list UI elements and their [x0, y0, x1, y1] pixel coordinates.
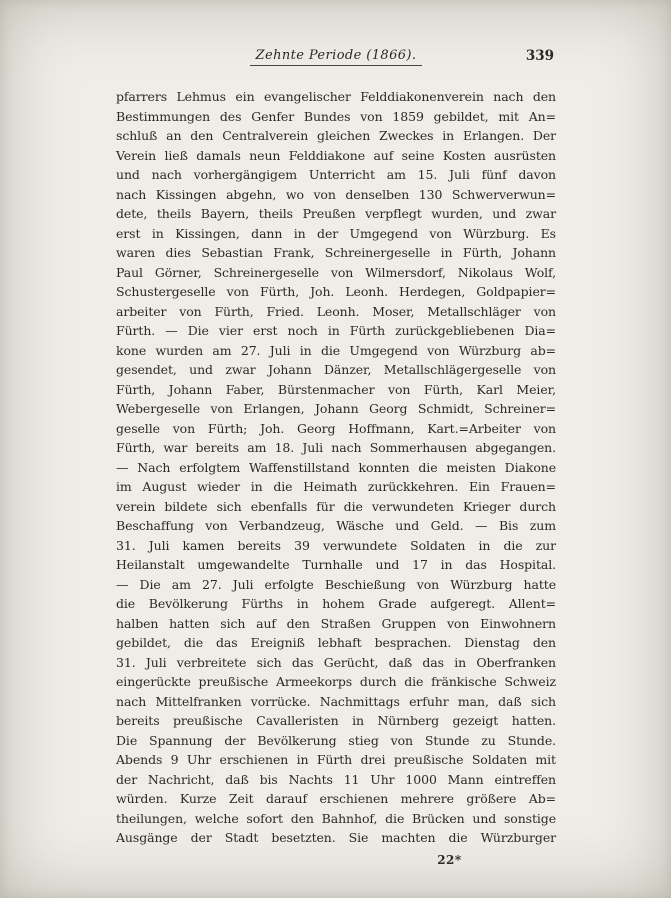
- text-line: nach Mittelfranken vorrücke. Nachmittags erfuhr man, daß sich: [116, 693, 556, 709]
- text-line: waren dies Sebastian Frank, Schreinergeselle in Fürth, Johann: [116, 245, 556, 260]
- text-line: im August wieder in die Heimath zurückkehren. Ein Frauen=: [116, 479, 556, 494]
- text-line: Bestimmungen des Genfer Bundes von 1859 gebildet, mit An=: [116, 108, 556, 124]
- text-line: halben hatten sich auf den Straßen Gruppen von Einwohnern: [116, 615, 556, 631]
- text-line: und nach vorhergängigem Unterricht am 15. Juli fünf davon: [116, 167, 556, 182]
- text-line: Fürth, Johann Faber, Bürstenmacher von Fürth, Karl Meier,: [116, 381, 556, 397]
- text-line: Schustergeselle von Fürth, Joh. Leonh. Herdegen, Goldpapier=: [116, 284, 556, 299]
- text-line: Die Spannung der Bevölkerung stieg von Stunde zu Stunde.: [116, 732, 556, 748]
- text-line: erst in Kissingen, dann in der Umgegend von Würzburg. Es: [116, 225, 556, 241]
- text-line: verein bildete sich ebenfalls für die verwundeten Krieger durch: [116, 498, 556, 514]
- text-line: der Nachricht, daß bis Nachts 11 Uhr 1000 Mann eintreffen: [116, 771, 556, 787]
- text-line: 31. Juli kamen bereits 39 verwundete Soldaten in die zur: [116, 537, 556, 553]
- signature-mark: 22*: [437, 852, 462, 867]
- text-line: Beschaffung von Verbandzeug, Wäsche und Geld. — Bis zum: [116, 518, 556, 533]
- text-line: Webergeselle von Erlangen, Johann Georg Schmidt, Schreiner=: [116, 401, 556, 416]
- text-line: würden. Kurze Zeit darauf erschienen mehrere größere Ab=: [116, 791, 556, 806]
- text-line: theilungen, welche sofort den Bahnhof, die Brücken und sonstige: [116, 810, 556, 826]
- text-line: Abends 9 Uhr erschienen in Fürth drei preußische Soldaten mit: [116, 752, 556, 767]
- text-line: Fürth. — Die vier erst noch in Fürth zurückgebliebenen Dia=: [116, 323, 556, 338]
- text-line: Paul Görner, Schreinergeselle von Wilmersdorf, Nikolaus Wolf,: [116, 264, 556, 280]
- body-text: [116, 87, 556, 848]
- text-line: pfarrers Lehmus ein evangelischer Felddiakonenverein nach den: [116, 89, 556, 104]
- text-line: schluß an den Centralverein gleichen Zweckes in Erlangen. Der: [116, 128, 556, 143]
- text-line: Ausgänge der Stadt besetzten. Sie machten die Würzburger: [116, 830, 556, 845]
- text-line: eingerückte preußische Armeekorps durch die fränkische Schweiz: [116, 674, 556, 689]
- text-line: bereits preußische Cavalleristen in Nürnberg gezeigt hatten.: [116, 713, 556, 728]
- text-line: nach Kissingen abgehn, wo von denselben 130 Schwerverwun=: [116, 186, 556, 202]
- text-line: — Die am 27. Juli erfolgte Beschießung von Würzburg hatte: [116, 576, 556, 592]
- text-line: 31. Juli verbreitete sich das Gerücht, daß das in Oberfranken: [116, 654, 556, 670]
- text-line: gesendet, und zwar Johann Dänzer, Metallschlägergeselle von: [116, 362, 556, 377]
- text-line: die Bevölkerung Fürths in hohem Grade aufgeregt. Allent=: [116, 596, 556, 611]
- chapter-title: Zehnte Periode (1866).: [250, 48, 423, 66]
- text-line: dete, theils Bayern, theils Preußen verpflegt wurden, und zwar: [116, 206, 556, 221]
- text-line: arbeiter von Fürth, Fried. Leonh. Moser, Metallschläger von: [116, 303, 556, 319]
- text-line: Verein ließ damals neun Felddiakone auf seine Kosten ausrüsten: [116, 147, 556, 163]
- text-line: — Nach erfolgtem Waffenstillstand konnten die meisten Diakone: [116, 459, 556, 475]
- page-content: [116, 48, 556, 867]
- text-line: Heilanstalt umgewandelte Turnhalle und 17 in das Hospital.: [116, 557, 556, 572]
- page-number: 339: [525, 48, 554, 64]
- text-line: gebildet, die das Ereigniß lebhaft besprachen. Dienstag den: [116, 635, 556, 650]
- running-header-title-wrap: [116, 48, 556, 66]
- text-line: geselle von Fürth; Joh. Georg Hoffmann, Kart.=Arbeiter von: [116, 420, 556, 436]
- text-line: kone wurden am 27. Juli in die Umgegend von Würzburg ab=: [116, 342, 556, 358]
- text-line: Fürth, war bereits am 18. Juli nach Sommerhausen abgegangen.: [116, 440, 556, 455]
- running-header: [116, 48, 556, 70]
